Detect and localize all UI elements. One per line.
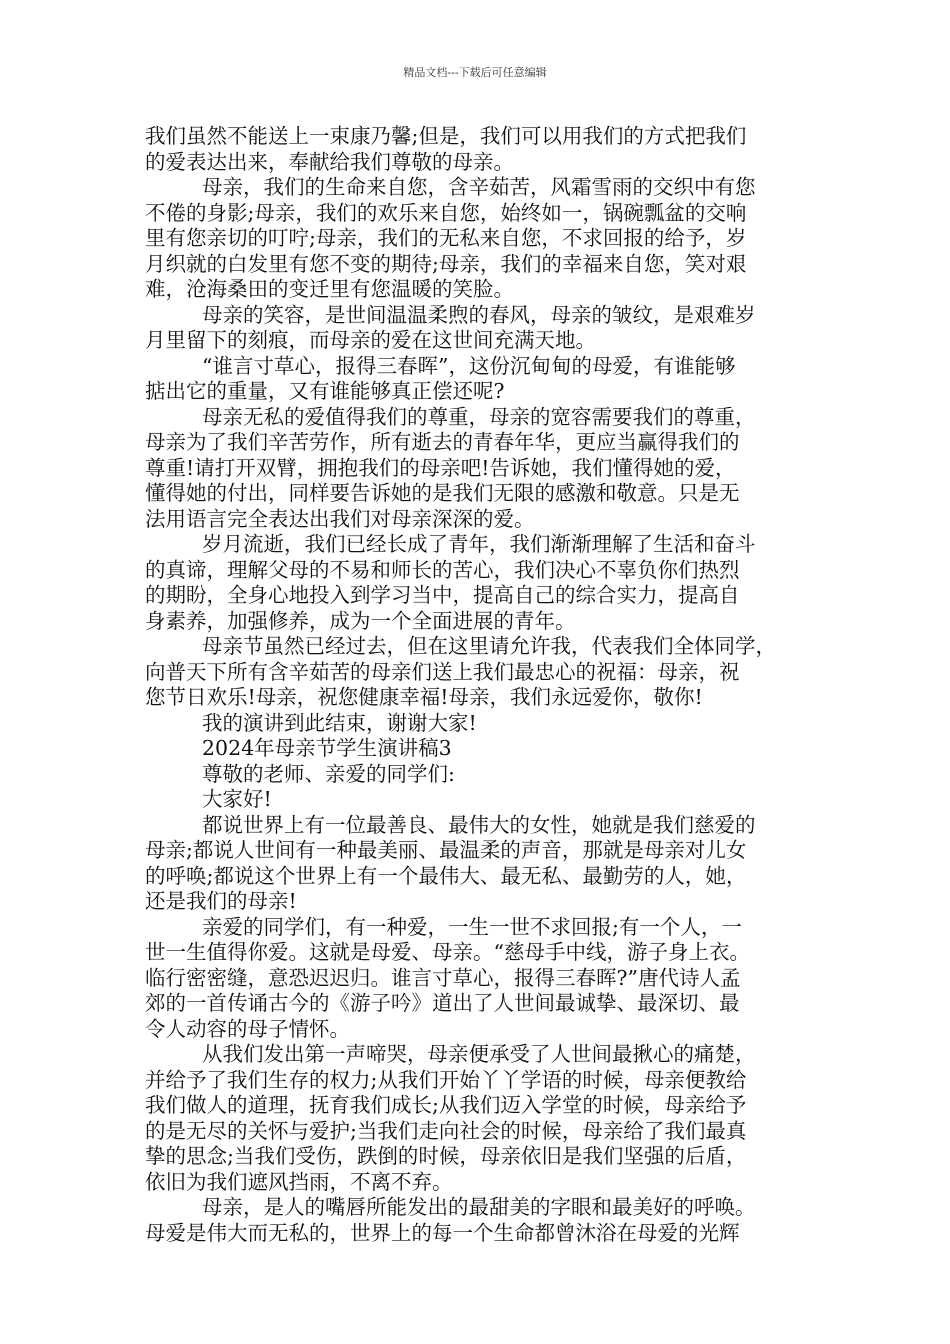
text-line: 母亲节虽然已经过去，但在这里请允许我，代表我们全体同学， bbox=[202, 634, 776, 658]
text-line: 母亲，我们的生命来自您，含辛茹苦，风霜雪雨的交织中有您 bbox=[202, 175, 756, 199]
text-line: 尊重!请打开双臂，拥抱我们的母亲吧!告诉她，我们懂得她的爱， bbox=[145, 455, 736, 480]
text-line: 的爱表达出来，奉献给我们尊敬的母亲。 bbox=[145, 149, 514, 174]
text-line: 不倦的身影;母亲，我们的欢乐来自您，始终如一，锅碗瓢盆的交响 bbox=[145, 200, 747, 225]
text-line: 都说世界上有一位最善良、最伟大的女性，她就是我们慈爱的 bbox=[202, 812, 756, 837]
text-line: 难，沧海桑田的变迁里有您温暖的笑脸。 bbox=[145, 277, 514, 301]
text-line: 我的演讲到此结束，谢谢大家! bbox=[202, 710, 477, 735]
text-line: 月里留下的刻痕，而母亲的爱在这世间充满天地。 bbox=[145, 328, 596, 352]
text-line: 岁月流逝，我们已经长成了青年，我们渐渐理解了生活和奋斗 bbox=[202, 532, 756, 556]
page-header: 精品文档---下载后可任意编辑 bbox=[403, 66, 547, 79]
text-line: 的是无尽的关怀与爱护;当我们走向社会的时候，母亲给了我们最真 bbox=[145, 1118, 747, 1143]
text-line: 的呼唤;都说这个世界上有一个最伟大、最无私、最勤劳的人，她， bbox=[145, 863, 747, 888]
text-line: 我们做人的道理，抚育我们成长;从我们迈入学堂的时候，母亲给予 bbox=[145, 1093, 747, 1117]
text-line: 尊敬的老师、亲爱的同学们: bbox=[202, 761, 455, 786]
text-line: 您节日欢乐!母亲，祝您健康幸福!母亲，我们永远爱你，敬你! bbox=[145, 685, 703, 709]
text-line: 母亲无私的爱值得我们的尊重，母亲的宽容需要我们的尊重， bbox=[202, 404, 756, 429]
text-line: 的真谛，理解父母的不易和师长的苦心，我们决心不辜负你们热烈 bbox=[145, 557, 740, 582]
text-line: 临行密密缝，意恐迟迟归。谁言寸草心，报得三春晖?”唐代诗人孟 bbox=[145, 965, 741, 990]
text-line: 还是我们的母亲! bbox=[145, 889, 297, 913]
text-line: 挚的思念;当我们受伤，跌倒的时候，母亲依旧是我们坚强的后盾， bbox=[145, 1144, 747, 1168]
text-line: 郊的一首传诵古今的《游子吟》道出了人世间最诚挚、最深切、最 bbox=[145, 991, 740, 1015]
text-line: 月织就的白发里有您不变的期待;母亲，我们的幸福来自您，笑对艰 bbox=[145, 251, 747, 276]
text-line: 母亲;都说人世间有一种最美丽、最温柔的声音，那就是母亲对儿女 bbox=[145, 838, 747, 862]
text-line: 母亲的笑容，是世间温温柔煦的春风，母亲的皱纹，是艰难岁 bbox=[202, 302, 756, 327]
text-line: 母爱是伟大而无私的，世界上的每一个生命都曾沐浴在母爱的光辉 bbox=[145, 1220, 740, 1245]
text-line: 母亲，是人的嘴唇所能发出的最甜美的字眼和最美好的呼唤。 bbox=[202, 1195, 756, 1219]
text-line: 懂得她的付出，同样要告诉她的是我们无限的感激和敬意。只是无 bbox=[145, 481, 740, 505]
text-line: 2024年母亲节学生演讲稿3 bbox=[202, 736, 452, 760]
document-body bbox=[145, 124, 817, 1246]
text-line: 的期盼，全身心地投入到学习当中，提高自己的综合实力，提高自 bbox=[145, 583, 740, 607]
text-line: 大家好! bbox=[202, 787, 272, 811]
text-line: 亲爱的同学们，有一种爱，一生一世不求回报;有一个人，一 bbox=[202, 914, 742, 939]
text-line: “谁言寸草心，报得三春晖”，这份沉甸甸的母爱，有谁能够 bbox=[202, 353, 736, 378]
text-line: 身素养，加强修养，成为一个全面进展的青年。 bbox=[145, 608, 576, 633]
text-line: 并给予了我们生存的权力;从我们开始丫丫学语的时候，母亲便教给 bbox=[145, 1067, 747, 1092]
text-line: 法用语言完全表达出我们对母亲深深的爱。 bbox=[145, 506, 535, 531]
text-line: 我们虽然不能送上一束康乃馨;但是，我们可以用我们的方式把我们 bbox=[145, 124, 747, 148]
text-line: 从我们发出第一声啼哭，母亲便承受了人世间最揪心的痛楚， bbox=[202, 1042, 756, 1066]
text-line: 里有您亲切的叮咛;母亲，我们的无私来自您，不求回报的给予，岁 bbox=[145, 226, 747, 250]
text-line: 向普天下所有含辛茹苦的母亲们送上我们最忠心的祝福：母亲，祝 bbox=[145, 659, 740, 684]
text-line: 令人动容的母子情怀。 bbox=[145, 1016, 350, 1041]
text-line: 母亲为了我们辛苦劳作，所有逝去的青春年华，更应当赢得我们的 bbox=[145, 430, 740, 454]
text-line: 掂出它的重量，又有谁能够真正偿还呢? bbox=[145, 379, 505, 403]
text-line: 依旧为我们遮风挡雨，不离不弃。 bbox=[145, 1169, 453, 1194]
text-line: 世一生值得你爱。这就是母爱、母亲。“慈母手中线，游子身上衣。 bbox=[145, 940, 750, 964]
